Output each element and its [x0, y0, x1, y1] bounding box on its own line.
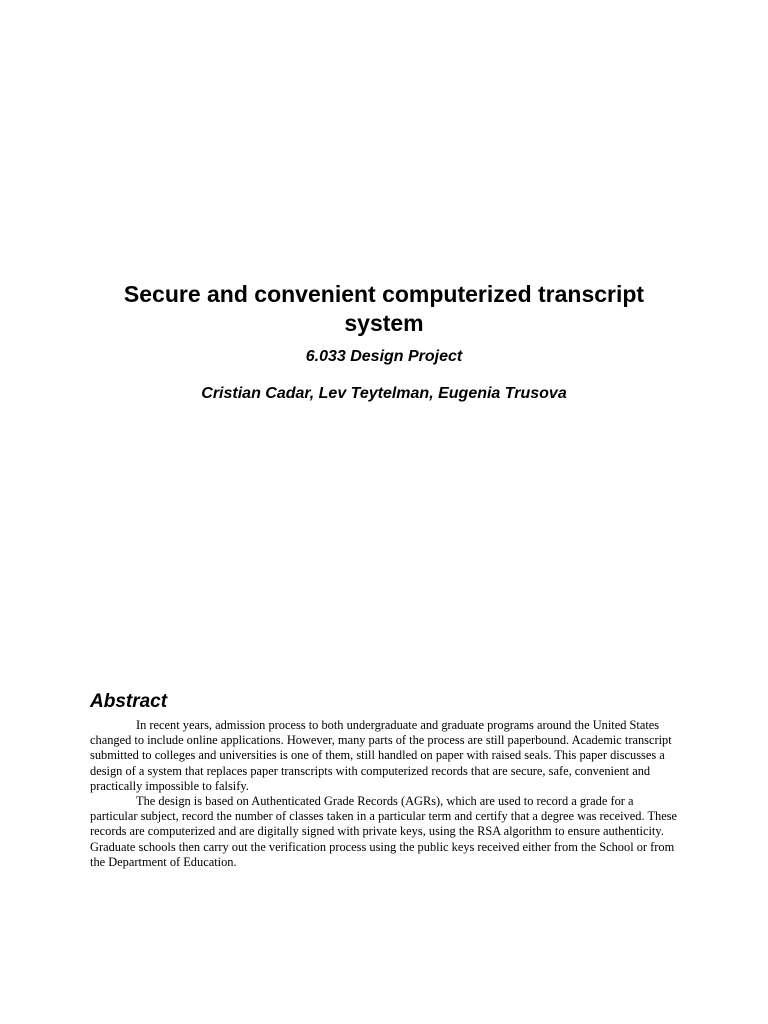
abstract-body	[90, 718, 680, 870]
abstract-heading: Abstract	[90, 691, 168, 712]
paper-subtitle: 6.033 Design Project	[305, 348, 463, 365]
abstract-paragraph: The design is based on Authenticated Grade Records (AGRs), which are used to record a grade for a particular subject, record the number of classes taken in a particular term and certify that a degree was received. These records are computerized and are digitally signed with private keys, using the RSA algorithm to ensure authenticity. Graduate schools then carry out the verification process using the public keys received either from the School or from the Department of Education.	[90, 794, 678, 869]
paper-authors: Cristian Cadar, Lev Teytelman, Eugenia Trusova	[201, 385, 567, 402]
paper-title: Secure and convenient computerized transcript system	[123, 281, 645, 336]
abstract-paragraph: In recent years, admission process to both undergraduate and graduate programs around the United States changed to include online applications. However, many parts of the process are still paperbound. Academic transcript submitted to colleges and universities is one of them, still handled on paper with raised seals. This paper discusses a design of a system that replaces paper transcripts with computerized records that are secure, safe, convenient and practically impossible to falsify.	[90, 718, 672, 793]
